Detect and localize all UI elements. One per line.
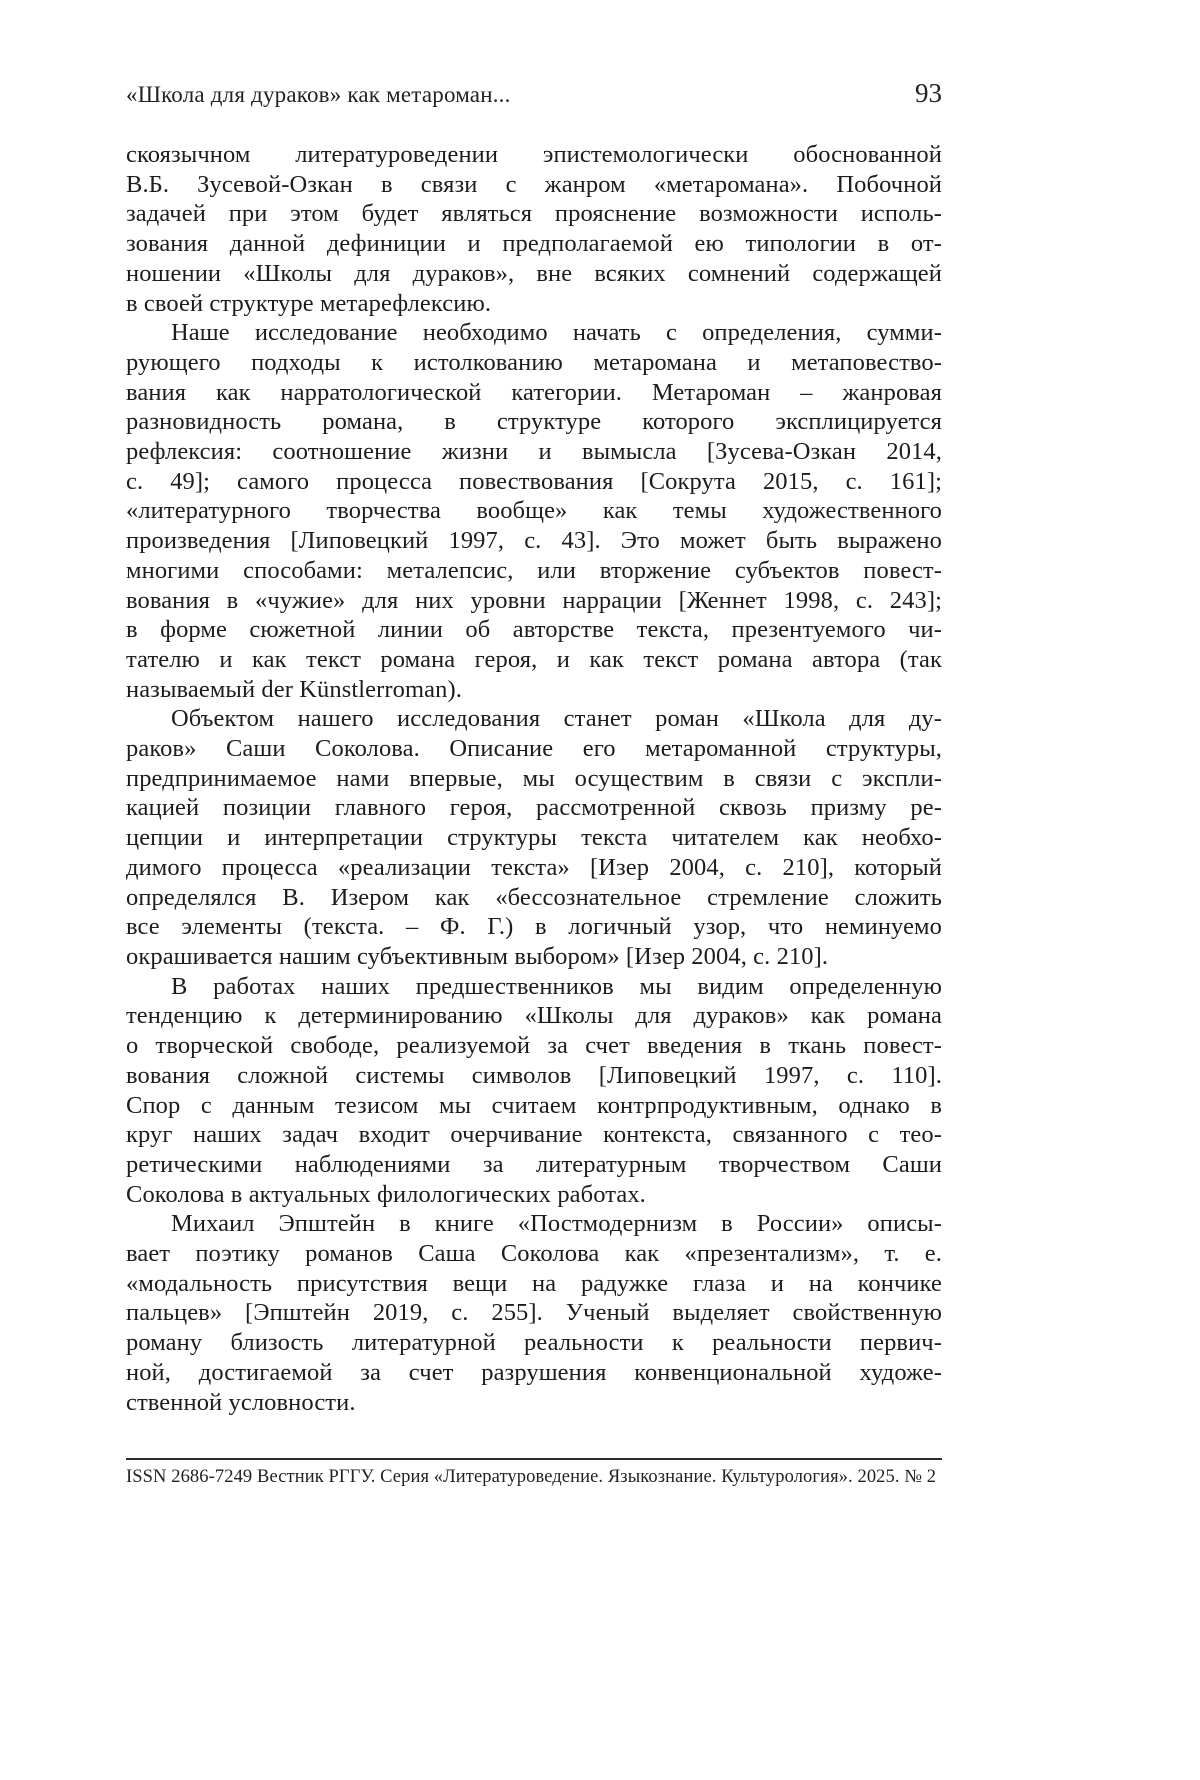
page-footer: [126, 1458, 942, 1488]
text-line: тателю и как текст романа героя, и как текст романа автора (так: [126, 645, 942, 673]
text-line: кацией позиции главного героя, рассмотренной сквозь призму ре-: [126, 794, 942, 822]
text-line: пальцев» [Эпштейн 2019, с. 255]. Ученый выделяет свойственную: [126, 1299, 942, 1327]
text-line: с. 49]; самого процесса повествования [Сокрута 2015, с. 161];: [126, 467, 942, 495]
text-line: вает поэтику романов Саша Соколова как «презентализм», т. е.: [126, 1240, 942, 1268]
text-line: задачей при этом будет являться прояснение возможности исполь-: [126, 200, 942, 228]
text-line: ретическими наблюдениями за литературным творчеством Саши: [126, 1150, 942, 1178]
footer-issn-line: ISSN 2686-7249 Вестник РГГУ. Серия «Литературоведение. Языкознание. Культурология». 2025. № 2: [126, 1467, 937, 1487]
running-head-title: «Школа для дураков» как метароман...: [126, 82, 511, 107]
text-line: разновидность романа, в структуре которого эксплицируется: [126, 408, 942, 436]
paragraph: [126, 318, 942, 704]
text-line: вования сложной системы символов [Липовецкий 1997, с. 110].: [126, 1061, 942, 1089]
text-line: ственной условности.: [126, 1388, 356, 1416]
text-line: ной, достигаемой за счет разрушения конвенциональной художе-: [126, 1358, 942, 1386]
text-line: окрашивается нашим субъективным выбором» [Изер 2004, с. 210].: [126, 942, 829, 970]
text-line: Объектом нашего исследования станет роман «Школа для ду-: [171, 705, 942, 733]
text-line: «модальность присутствия вещи на радужке глаза и на кончике: [126, 1269, 942, 1297]
text-line: В работах наших предшественников мы видим определенную: [171, 972, 942, 1000]
text-line: скоязычном литературоведении эпистемологически обоснованной: [126, 141, 942, 168]
paragraph: [126, 1209, 942, 1417]
text-line: цепции и интерпретации структуры текста читателем как необхо-: [126, 824, 942, 852]
running-header: [126, 78, 942, 109]
text-line: зования данной дефиниции и предполагаемой ею типологии в от-: [126, 230, 942, 258]
text-line: все элементы (текста. – Ф. Г.) в логичный узор, что неминуемо: [126, 913, 942, 941]
text-line: в форме сюжетной линии об авторстве текста, презентуемого чи-: [126, 616, 942, 644]
page-number: 93: [915, 78, 942, 108]
text-line: Соколова в актуальных филологических работах.: [126, 1180, 646, 1208]
text-line: круг наших задач входит очерчивание контекста, связанного с тео-: [126, 1121, 942, 1149]
text-line: называемый der Künstlerroman).: [126, 675, 462, 703]
text-line: Михаил Эпштейн в книге «Постмодернизм в России» описы-: [171, 1210, 942, 1238]
paragraph: [126, 972, 942, 1210]
text-line: предпринимаемое нами впервые, мы осуществим в связи с экспли-: [126, 764, 942, 792]
text-line: димого процесса «реализации текста» [Изер 2004, с. 210], который: [126, 853, 942, 881]
text-line: Спор с данным тезисом мы считаем контрпродуктивным, однако в: [126, 1091, 942, 1119]
text-line: В.Б. Зусевой-Озкан в связи с жанром «метаромана». Побочной: [126, 170, 942, 198]
text-line: в своей структуре метарефлексию.: [126, 289, 492, 317]
text-line: рующего подходы к истолкованию метаромана и метаповество-: [126, 348, 942, 376]
paragraph: [126, 140, 942, 318]
text-line: Наше исследование необходимо начать с определения, сумми-: [171, 319, 942, 347]
text-line: роману близость литературной реальности к реальности первич-: [126, 1329, 942, 1357]
text-line: произведения [Липовецкий 1997, с. 43]. Это может быть выражено: [126, 527, 942, 555]
text-line: ношении «Школы для дураков», вне всяких сомнений содержащей: [126, 259, 942, 287]
text-line: «литературного творчества вообще» как темы художественного: [126, 497, 942, 525]
text-line: многими способами: металепсис, или вторжение субъектов повест-: [126, 556, 942, 584]
text-line: о творческой свободе, реализуемой за счет введения в ткань повест-: [126, 1032, 942, 1060]
paragraph: [126, 704, 942, 971]
text-line: рефлексия: соотношение жизни и вымысла [Зусева-Озкан 2014,: [126, 438, 942, 466]
text-line: тенденцию к детерминированию «Школы для дураков» как романа: [126, 1002, 942, 1030]
text-line: раков» Саши Соколова. Описание его метароманной структуры,: [126, 735, 942, 763]
text-line: определялся В. Изером как «бессознательное стремление сложить: [126, 883, 942, 911]
article: [126, 140, 942, 1417]
text-line: вования в «чужие» для них уровни наррации [Женнет 1998, с. 243];: [126, 586, 942, 614]
text-line: вания как нарратологической категории. Метароман – жанровая: [126, 378, 942, 406]
